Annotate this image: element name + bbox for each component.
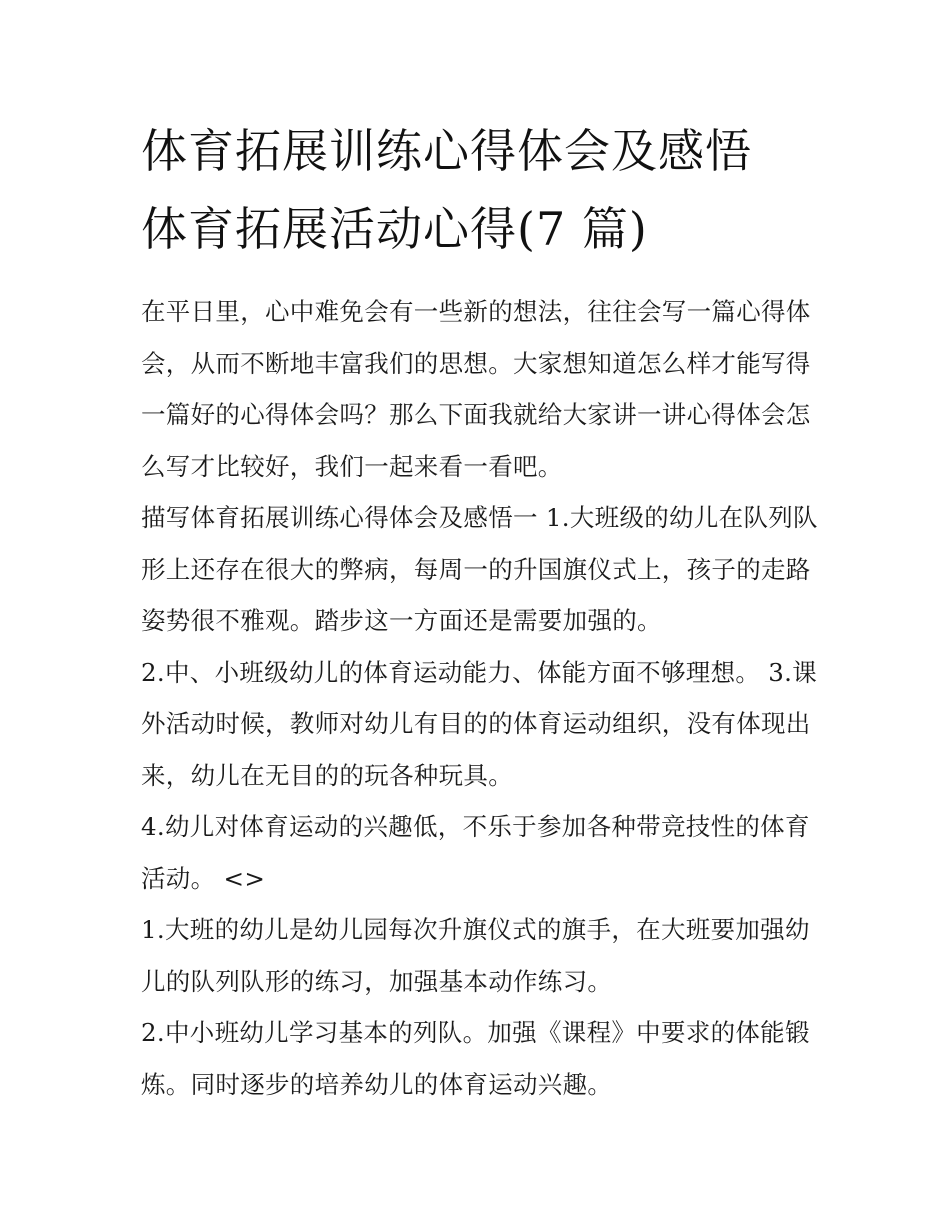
text-line: 形上还存在很大的弊病，每周一的升国旗仪式上，孩子的走路 bbox=[141, 554, 811, 584]
paragraph-measure-1 bbox=[141, 904, 817, 1007]
text-line: 会，从而不断地丰富我们的思想。大家想知道怎么样才能写得 bbox=[141, 348, 811, 378]
text-line: 在平日里，心中难免会有一些新的想法，往往会写一篇心得体 bbox=[141, 297, 811, 326]
paragraph-item-4 bbox=[141, 801, 817, 904]
text-line: 4.幼儿对体育运动的兴趣低，不乐于参加各种带竞技性的体育 bbox=[141, 812, 810, 841]
text-line: 儿的队列队形的练习，加强基本动作练习。 bbox=[141, 966, 613, 996]
paragraph-intro bbox=[141, 286, 817, 492]
document-page bbox=[141, 112, 817, 1110]
text-line: 2.中、小班级幼儿的体育运动能力、体能方面不够理想。 3.课 bbox=[141, 657, 818, 687]
text-line: 么写才比较好，我们一起来看一看吧。 bbox=[141, 451, 563, 481]
document-title bbox=[141, 112, 817, 268]
paragraph-measure-2 bbox=[141, 1007, 817, 1110]
text-line: 活动。 <> bbox=[141, 863, 266, 893]
paragraph-item-2-3 bbox=[141, 647, 817, 802]
title-line: 体育拓展活动心得(7 篇) bbox=[141, 202, 648, 256]
text-line: 2.中小班幼儿学习基本的列队。加强《课程》中要求的体能锻 bbox=[141, 1018, 810, 1047]
text-line: 描写体育拓展训练心得体会及感悟一 1.大班级的幼儿在队列队 bbox=[141, 503, 818, 532]
paragraph-section-one bbox=[141, 492, 817, 647]
document-body bbox=[141, 286, 817, 1110]
text-line: 姿势很不雅观。踏步这一方面还是需要加强的。 bbox=[141, 606, 662, 635]
text-line: 1.大班的幼儿是幼儿园每次升旗仪式的旗手，在大班要加强幼 bbox=[141, 915, 810, 944]
text-line: 炼。同时逐步的培养幼儿的体育运动兴趣。 bbox=[141, 1069, 613, 1099]
text-line: 一篇好的心得体会吗？那么下面我就给大家讲一讲心得体会怎 bbox=[141, 400, 811, 429]
text-line: 来，幼儿在无目的的玩各种玩具。 bbox=[141, 760, 513, 790]
text-line: 外活动时候，教师对幼儿有目的的体育运动组织，没有体现出 bbox=[141, 709, 811, 738]
title-line: 体育拓展训练心得体会及感悟 bbox=[141, 124, 752, 178]
